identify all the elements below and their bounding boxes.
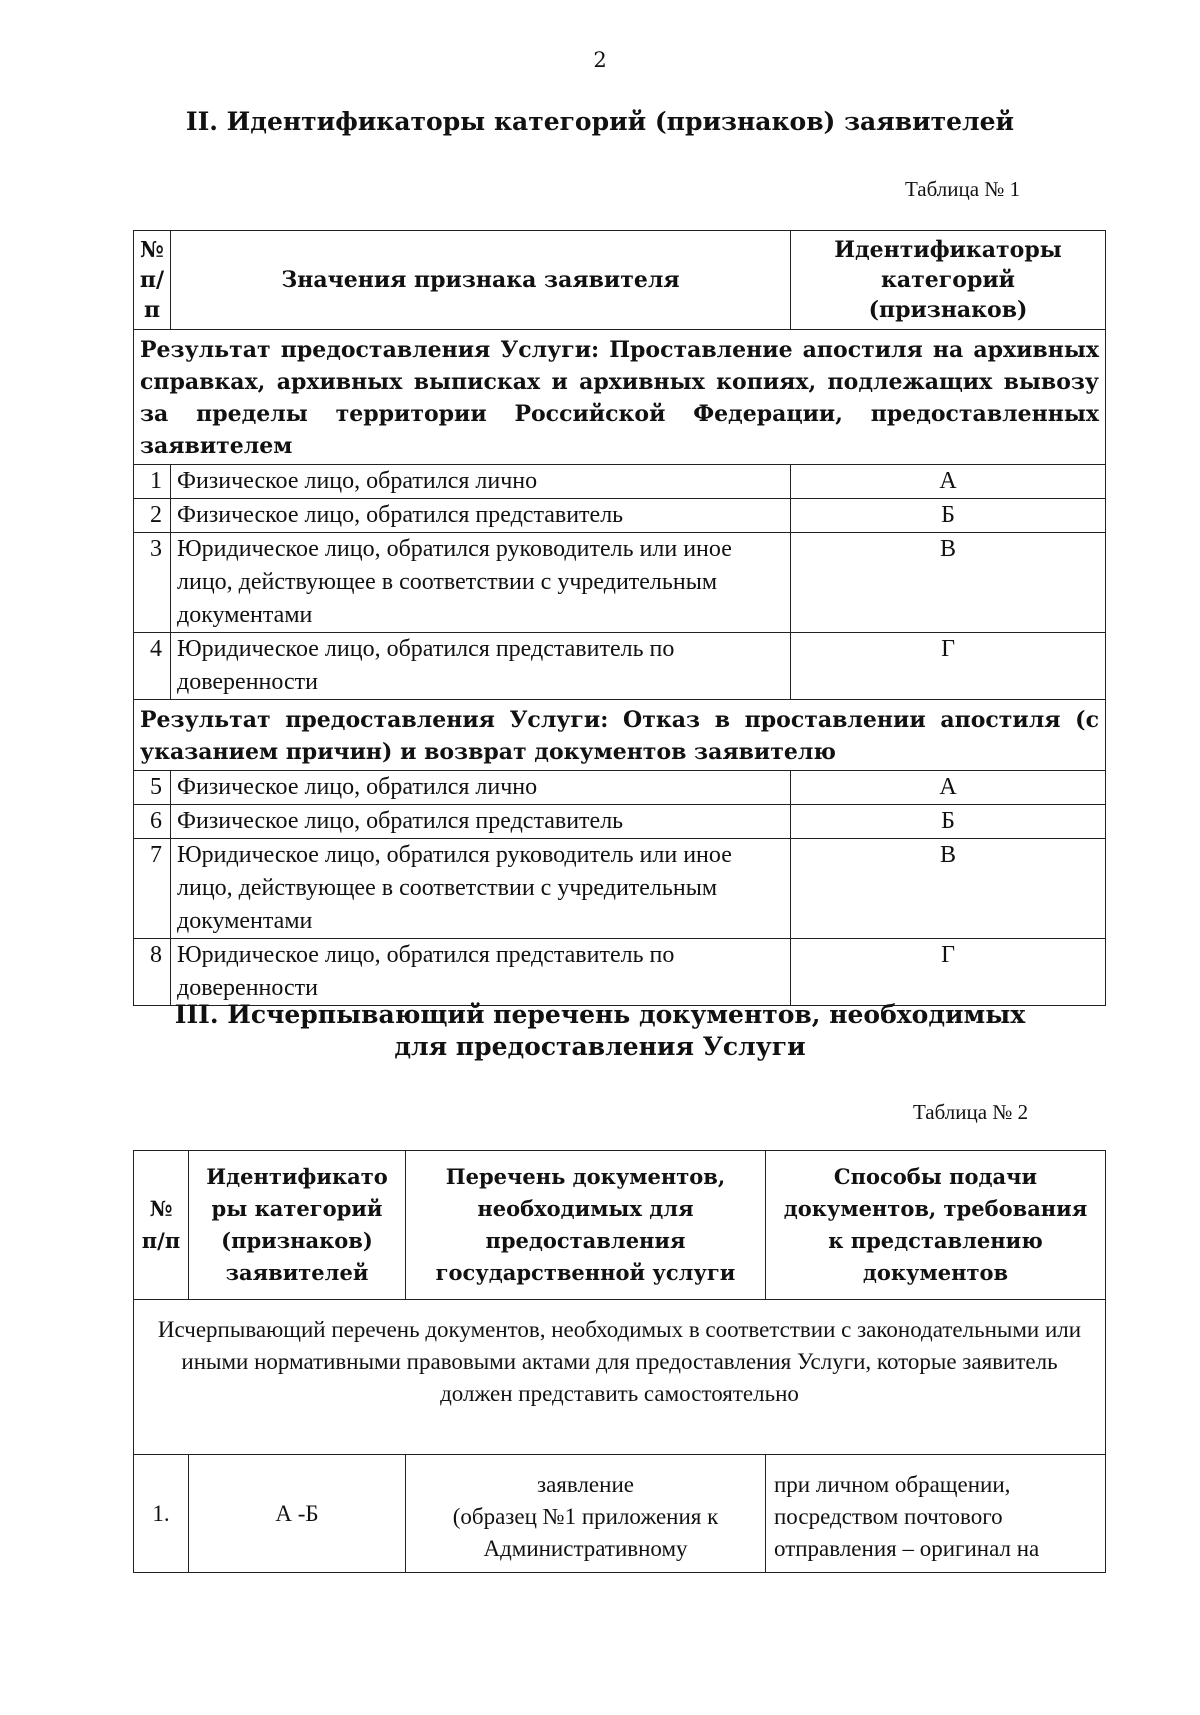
table-row (134, 839, 1106, 939)
table-row (134, 805, 1106, 839)
row-number: 5 (134, 771, 171, 805)
table-2-caption: Таблица № 2 (913, 1100, 1029, 1124)
group-title: Результат предоставления Услуги: Отказ в проставлении апостиля (с указанием причин) и возврат документов заявителю (134, 700, 1106, 771)
span-text: Исчерпывающий перечень документов, необходимых в соответствии с законодательными или иными нормативными правовыми актами для предоставления Услуги, которые заявитель должен представить самостоятельно (134, 1300, 1106, 1455)
group-row (134, 700, 1106, 771)
group-title: Результат предоставления Услуги: Проставление апостиля на архивных справках, архивных выписках и архивных копиях, подлежащих вывозу за пределы территории Российской Федерации, предоставленных заявителем (134, 330, 1106, 465)
header-submission-methods: Способы подачи документов, требования к представлению документов (766, 1151, 1106, 1300)
row-id: А (791, 465, 1106, 499)
row-number: 7 (134, 839, 171, 939)
row-text: Физическое лицо, обратился представитель (171, 499, 791, 533)
table-2-header-row (134, 1151, 1106, 1300)
row-text: Юридическое лицо, обратился представитель по доверенности (171, 633, 791, 700)
row-id: А (791, 771, 1106, 805)
table-row (134, 1455, 1106, 1573)
row-document: заявление (образец №1 приложения к Административному (406, 1455, 766, 1573)
row-id: В (791, 839, 1106, 939)
row-text: Физическое лицо, обратился лично (171, 465, 791, 499)
row-number: 6 (134, 805, 171, 839)
row-id: Г (791, 939, 1106, 1006)
row-number: 1 (134, 465, 171, 499)
section-3-title: III. Исчерпывающий перечень документов, необходимых для предоставления Услуги (174, 1000, 1026, 1061)
row-id: Б (791, 499, 1106, 533)
table-2 (133, 1150, 1106, 1573)
row-id: В (791, 533, 1106, 633)
table-row (134, 939, 1106, 1006)
header-document-list: Перечень документов, необходимых для предоставления государственной услуги (406, 1151, 766, 1300)
row-id: Г (791, 633, 1106, 700)
header-attribute-value: Значения признака заявителя (171, 231, 791, 330)
page-number: 2 (593, 48, 607, 72)
header-category-ids: Идентификато ры категорий (признаков) заявителей (189, 1151, 406, 1300)
table-row (134, 499, 1106, 533)
row-number: 3 (134, 533, 171, 633)
row-text: Юридическое лицо, обратился представитель по доверенности (171, 939, 791, 1006)
row-category-ids: А -Б (189, 1455, 406, 1573)
row-text: Юридическое лицо, обратился руководитель или иное лицо, действующее в соответствии с учредительным документами (171, 839, 791, 939)
section-2-title: II. Идентификаторы категорий (признаков) заявителей (185, 107, 1015, 136)
row-text: Юридическое лицо, обратился руководитель или иное лицо, действующее в соответствии с учредительным документами (171, 533, 791, 633)
group-row (134, 330, 1106, 465)
row-number: 2 (134, 499, 171, 533)
row-submission-method: при личном обращении, посредством почтового отправления – оригинал на (766, 1455, 1106, 1573)
row-text: Физическое лицо, обратился лично (171, 771, 791, 805)
header-number: № п/п (134, 231, 171, 330)
table-row (134, 771, 1106, 805)
header-category-ids: Идентификаторы категорий (признаков) (791, 231, 1106, 330)
row-text: Физическое лицо, обратился представитель (171, 805, 791, 839)
table-1-caption: Таблица № 1 (905, 177, 1021, 201)
table-1-header-row (134, 231, 1106, 330)
row-number: 4 (134, 633, 171, 700)
header-number: № п/п (134, 1151, 189, 1300)
table-row (134, 465, 1106, 499)
span-row (134, 1300, 1106, 1455)
table-1 (133, 230, 1106, 1006)
table-row (134, 633, 1106, 700)
table-row (134, 533, 1106, 633)
row-id: Б (791, 805, 1106, 839)
row-number: 8 (134, 939, 171, 1006)
row-number: 1. (134, 1455, 189, 1573)
